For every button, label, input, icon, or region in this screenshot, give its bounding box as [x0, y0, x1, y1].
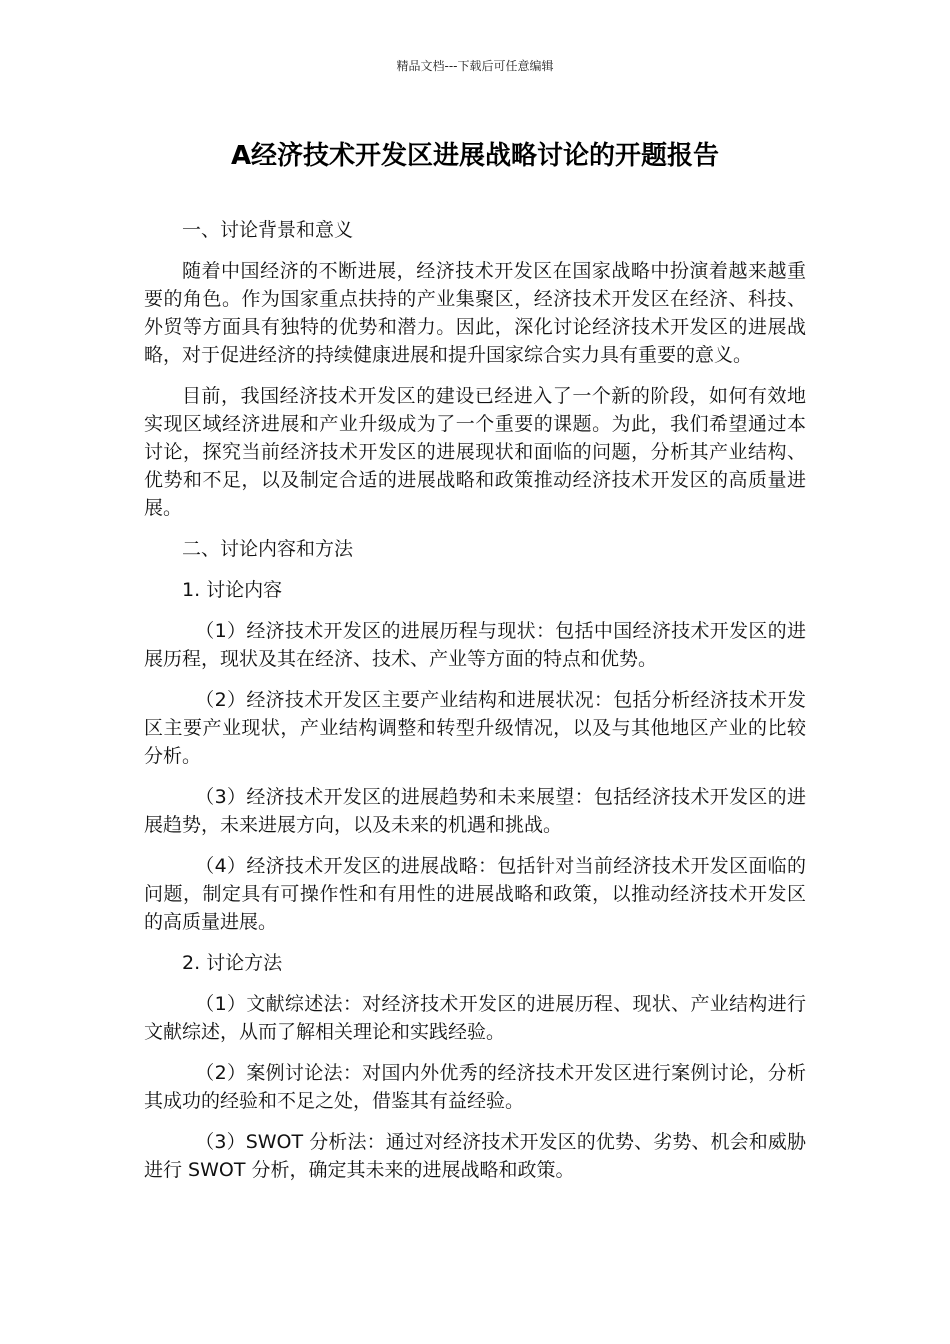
subsection-heading-method: 2. 讨论方法: [182, 952, 283, 974]
section-heading-background: 一、讨论背景和意义: [182, 219, 354, 241]
body-paragraph: 目前，我国经济技术开发区的建设已经进入了一个新的阶段，如何有效地实现区域经济进展和产业升级成为了一个重要的课题。为此，我们希望通过本讨论，探究当前经济技术开发区的进展现状和面临的问题，分析其产业结构、优势和不足，以及制定合适的进展战略和政策推动经济技术开发区的高质量进展。: [144, 385, 806, 519]
subsection-heading-content: 1. 讨论内容: [182, 579, 283, 601]
document-title: A经济技术开发区进展战略讨论的开题报告: [230, 141, 720, 171]
list-item: （1）文献综述法：对经济技术开发区的进展历程、现状、产业结构进行文献综述，从而了解相关理论和实践经验。: [144, 993, 806, 1043]
list-item: （2）案例讨论法：对国内外优秀的经济技术开发区进行案例讨论，分析其成功的经验和不足之处，借鉴其有益经验。: [144, 1062, 806, 1112]
list-item: （3）SWOT 分析法：通过对经济技术开发区的优势、劣势、机会和威胁进行 SWOT 分析，确定其未来的进展战略和政策。: [144, 1131, 806, 1181]
list-item: （1）经济技术开发区的进展历程与现状：包括中国经济技术开发区的进展历程，现状及其在经济、技术、产业等方面的特点和优势。: [144, 620, 806, 670]
page-header-note: 精品文档---下载后可任意编辑: [396, 59, 554, 73]
list-item: （3）经济技术开发区的进展趋势和未来展望：包括经济技术开发区的进展趋势，未来进展方向，以及未来的机遇和挑战。: [144, 786, 806, 836]
document-body: [144, 216, 806, 1197]
section-heading-content-method: 二、讨论内容和方法: [182, 538, 354, 560]
list-item: （4）经济技术开发区的进展战略：包括针对当前经济技术开发区面临的问题，制定具有可操作性和有用性的进展战略和政策，以推动经济技术开发区的高质量进展。: [144, 855, 806, 933]
list-item: （2）经济技术开发区主要产业结构和进展状况：包括分析经济技术开发区主要产业现状，产业结构调整和转型升级情况，以及与其他地区产业的比较分析。: [144, 689, 806, 767]
body-paragraph: 随着中国经济的不断进展，经济技术开发区在国家战略中扮演着越来越重要的角色。作为国家重点扶持的产业集聚区，经济技术开发区在经济、科技、外贸等方面具有独特的优势和潜力。因此，深化讨论经济技术开发区的进展战略，对于促进经济的持续健康进展和提升国家综合实力具有重要的意义。: [144, 260, 806, 366]
